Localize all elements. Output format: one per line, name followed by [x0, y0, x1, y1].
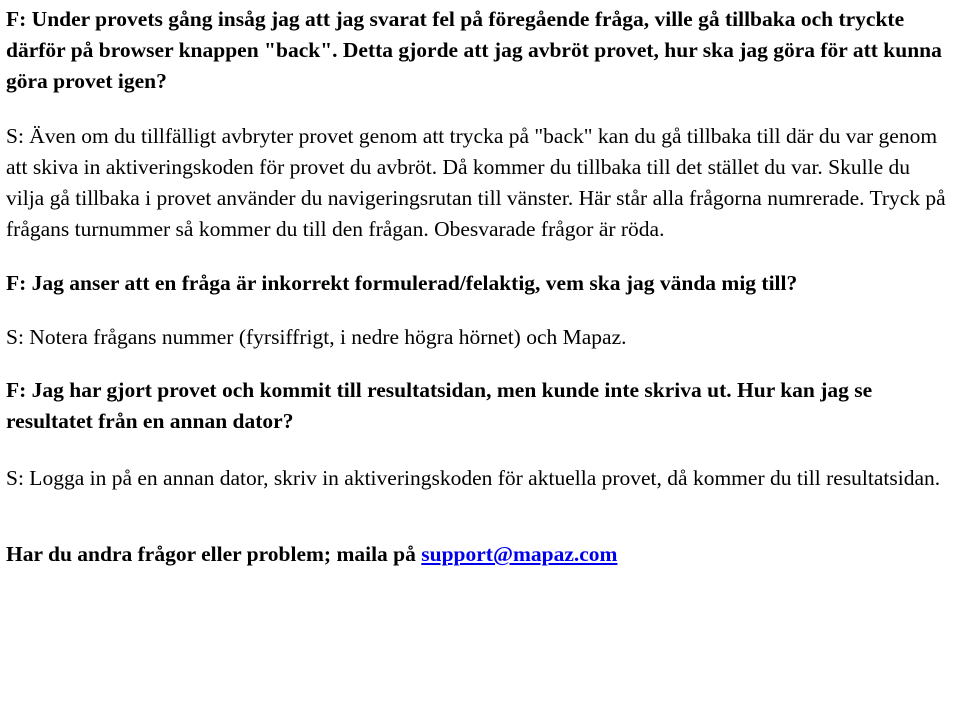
spacer — [6, 245, 951, 268]
faq-page — [6, 4, 951, 570]
spacer — [6, 494, 951, 539]
faq-question-2: F: Jag anser att en fråga är inkorrekt formulerad/felaktig, vem ska jag vända mig till? — [6, 271, 798, 295]
faq-answer-3: S: Logga in på en annan dator, skriv in aktiveringskoden för aktuella provet, då kommer du till resultatsidan. — [6, 466, 941, 490]
spacer — [6, 437, 951, 463]
spacer — [6, 97, 951, 121]
faq-answer-1: S: Även om du tillfälligt avbryter provet genom att trycka på "back" kan du gå tillbaka till där du var genom att skiva in aktiveringskoden för provet du avbröt. Då kommer du tillbaka till det stället du var. Skulle du vilja gå tillbaka i provet använder du navigeringsrutan till vänster. Här står alla frågorna numrerade. Tryck på frågans turnummer så kommer du till den frågan. Obesvarade frågor är röda. — [6, 124, 946, 241]
contact-line — [6, 539, 951, 570]
faq-answer-2: S: Notera frågans nummer (fyrsiffrigt, i nedre högra hörnet) och Mapaz. — [6, 325, 627, 349]
contact-text: Har du andra frågor eller problem; maila på — [6, 542, 422, 566]
support-email-link[interactable]: support@mapaz.com — [421, 542, 618, 566]
faq-question-3: F: Jag har gjort provet och kommit till resultatsidan, men kunde inte skriva ut. Hur kan jag se resultatet från en annan dator? — [6, 378, 873, 433]
spacer — [6, 353, 951, 375]
faq-question-1: F: Under provets gång insåg jag att jag svarat fel på föregående fråga, ville gå tillbaka och tryckte därför på browser knappen "back". Detta gjorde att jag avbröt provet, hur ska jag göra för att kunna göra provet igen? — [6, 7, 942, 93]
spacer — [6, 299, 951, 322]
